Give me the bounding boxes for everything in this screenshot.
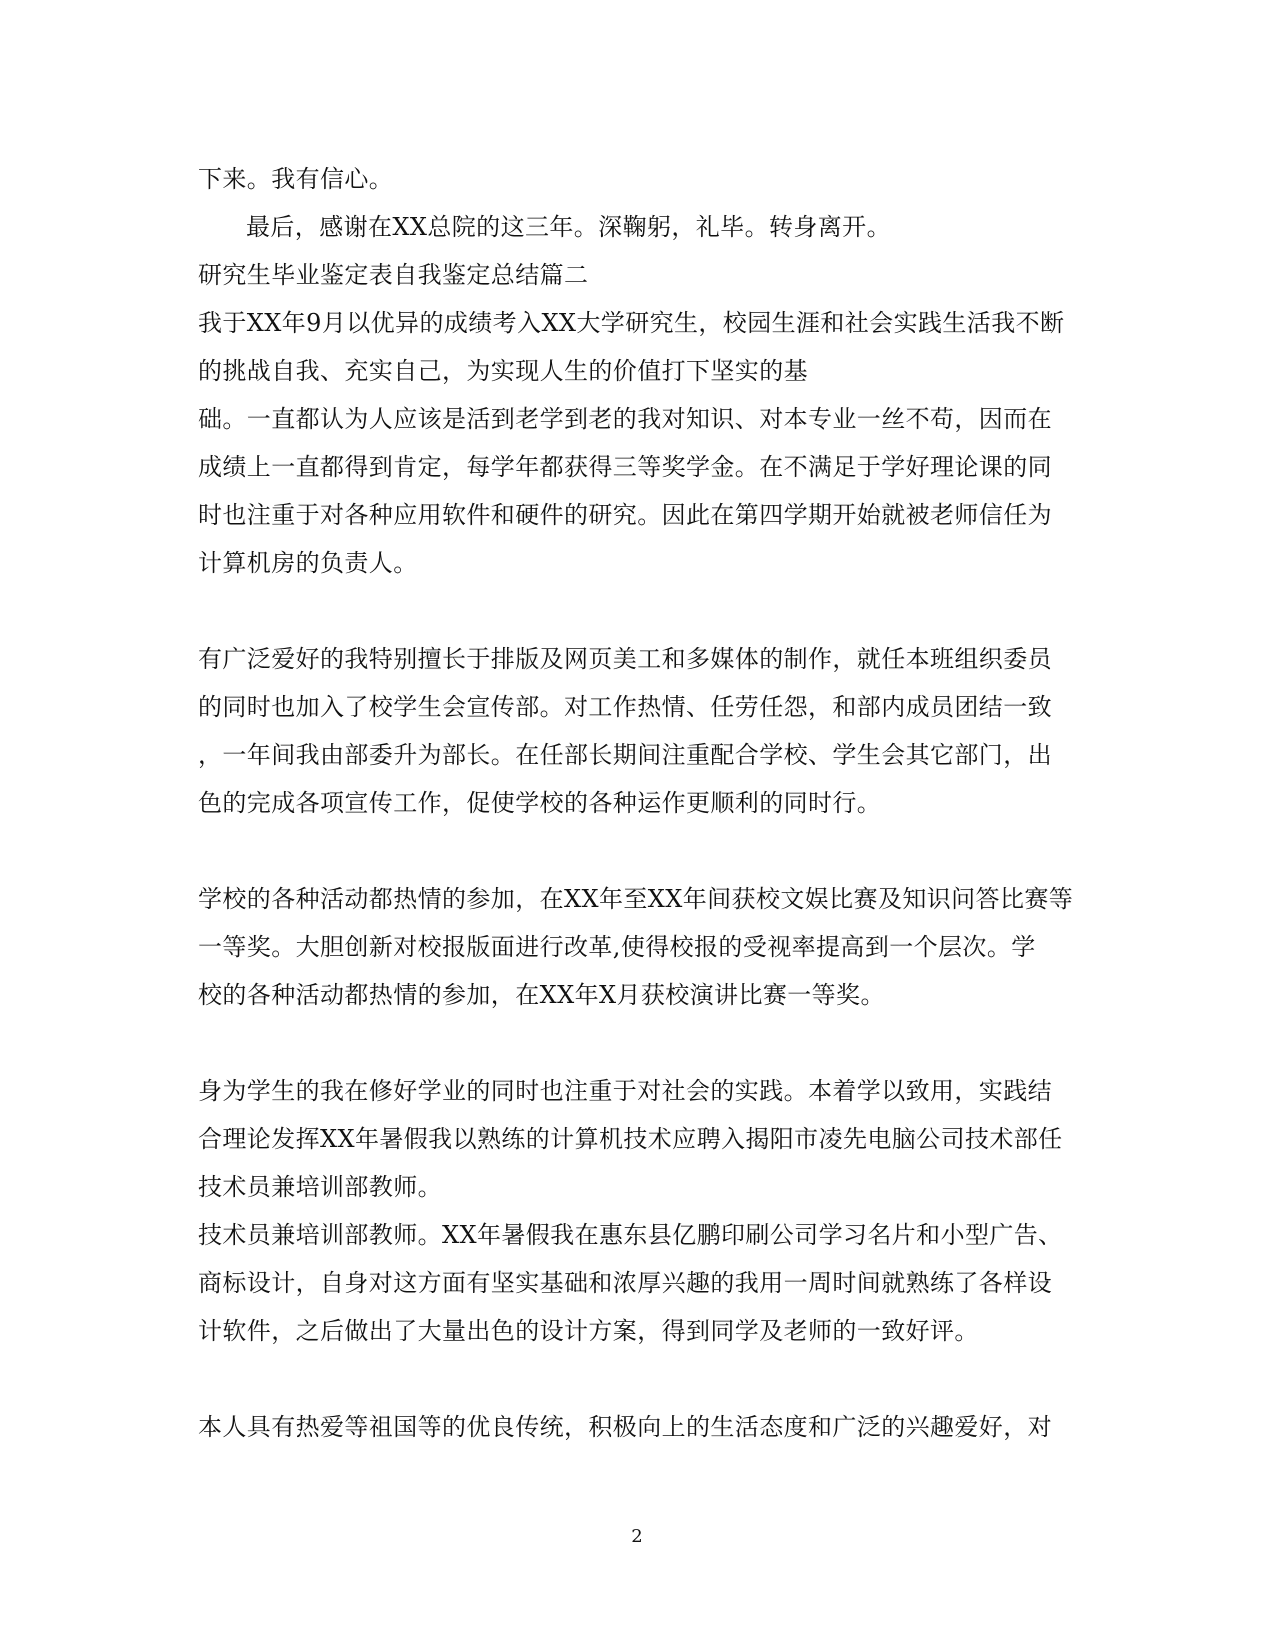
- text-line: 的挑战自我、充实自己，为实现人生的价值打下坚实的基: [198, 357, 808, 385]
- section-title: 研究生毕业鉴定表自我鉴定总结篇二: [198, 261, 589, 289]
- text-line: 计软件，之后做出了大量出色的设计方案，得到同学及老师的一致好评。: [198, 1317, 979, 1345]
- text-line: 身为学生的我在修好学业的同时也注重于对社会的实践。本着学以致用，实践结: [198, 1077, 1052, 1105]
- text-line: 成绩上一直都得到肯定，每学年都获得三等奖学金。在不满足于学好理论课的同: [198, 453, 1052, 481]
- paragraph-gap: [198, 827, 1078, 875]
- text-line: 技术员兼培训部教师。: [198, 1173, 442, 1201]
- text-line: 下来。我有信心。: [198, 165, 394, 193]
- paragraph-1: [198, 299, 1078, 587]
- text-line: 合理论发挥XX年暑假我以熟练的计算机技术应聘入揭阳市凌先电脑公司技术部任: [198, 1125, 1063, 1153]
- text-line: 计算机房的负责人。: [198, 549, 418, 577]
- text-line: 有广泛爱好的我特别擅长于排版及网页美工和多媒体的制作，就任本班组织委员: [198, 645, 1052, 673]
- text-line: 色的完成各项宣传工作，促使学校的各种运作更顺利的同时行。: [198, 789, 882, 817]
- text-line: 我于XX年9月以优异的成绩考入XX大学研究生，校园生涯和社会实践生活我不断: [198, 309, 1065, 337]
- paragraph-gap: [198, 587, 1078, 635]
- text-line: 础。一直都认为人应该是活到老学到老的我对知识、对本专业一丝不苟，因而在: [198, 405, 1052, 433]
- paragraph-2: [198, 635, 1078, 827]
- text-line: 本人具有热爱等祖国等的优良传统，积极向上的生活态度和广泛的兴趣爱好，对: [198, 1413, 1052, 1441]
- paragraph-4: [198, 1067, 1078, 1355]
- text-line: 学校的各种活动都热情的参加，在XX年至XX年间获校文娱比赛及知识问答比赛等: [198, 885, 1074, 913]
- document-body: [198, 155, 1078, 1451]
- text-line: 一等奖。大胆创新对校报版面进行改革,使得校报的受视率提高到一个层次。学: [198, 933, 1036, 961]
- paragraph-5: [198, 1403, 1078, 1451]
- paragraph-3: [198, 875, 1078, 1019]
- text-line: 的同时也加入了校学生会宣传部。对工作热情、任劳任怨，和部内成员团结一致: [198, 693, 1052, 721]
- paragraph-gap: [198, 1019, 1078, 1067]
- text-line: 校的各种活动都热情的参加，在XX年X月获校演讲比赛一等奖。: [198, 981, 885, 1009]
- text-line: 最后，感谢在XX总院的这三年。深鞠躬，礼毕。转身离开。: [246, 213, 891, 241]
- text-line: 技术员兼培训部教师。XX年暑假我在惠东县亿鹏印刷公司学习名片和小型广告、: [198, 1221, 1063, 1249]
- text-line: ，一年间我由部委升为部长。在任部长期间注重配合学校、学生会其它部门，出: [198, 741, 1052, 769]
- paragraph-gap: [198, 1355, 1078, 1403]
- text-line: 商标设计，自身对这方面有坚实基础和浓厚兴趣的我用一周时间就熟练了各样设: [198, 1269, 1052, 1297]
- page-number: 2: [631, 1526, 643, 1547]
- text-line: 时也注重于对各种应用软件和硬件的研究。因此在第四学期开始就被老师信任为: [198, 501, 1052, 529]
